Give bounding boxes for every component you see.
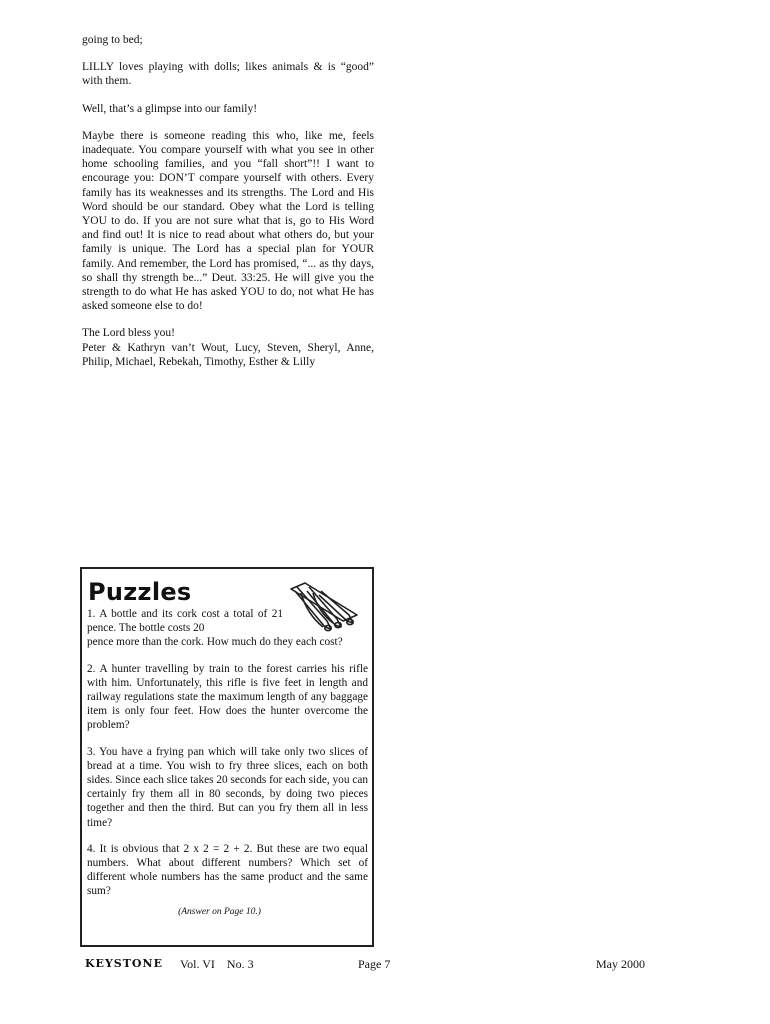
puzzle-question-2: 2. A hunter travelling by train to the forest carries his rifle with him. Unfortunately, this rifle is five feet in length and railway regulations state the maximum length of any baggage item is only four feet. How does the hunter overcome the problem? <box>87 662 368 732</box>
closing-line: The Lord bless you! <box>82 327 175 340</box>
footer-date: May 2000 <box>596 957 645 971</box>
puzzle-question-1-start: 1. A bottle and its cork cost a total of 21 pence. The bottle costs 20 <box>87 608 283 635</box>
puzzle-rings-icon <box>287 577 363 635</box>
puzzle-question-1-end: pence more than the cork. How much do they each cost? <box>87 636 343 649</box>
footer-volume: Vol. VI No. 3 <box>180 957 254 971</box>
footer-page-number: Page 7 <box>358 957 391 971</box>
article-paragraph: going to bed; <box>82 34 143 46</box>
article-paragraph: LILLY loves playing with dolls; likes animals & is “good” with them. <box>82 61 374 88</box>
article-paragraph: Well, that’s a glimpse into our family! <box>82 102 258 115</box>
puzzle-question-4: 4. It is obvious that 2 x 2 = 2 + 2. But these are two equal numbers. What about different numbers? Which set of different whole numbers has the same product and the same sum? <box>87 842 368 898</box>
footer-brand: KEYSTONE <box>85 957 163 970</box>
article-column <box>82 33 374 369</box>
page-footer <box>0 957 770 973</box>
article-paragraph: Maybe there is someone reading this who, like me, feels inadequate. You compare yourself with what you see in other home schooling families, and you “fall short”!! I want to encourage you: DON’T compare yourself with others. Every family has its weaknesses and its strengths. The Lord and His Word should be our standard. Obey what the Lord is telling YOU to do. If you are not sure what that is, go to His Word and find out! It is nice to read about what others do, but your family is unique. The Lord has a special plan for YOUR family. And remember, the Lord has promised, “... as thy days, so shall thy strength be...” Deut. 33:25. He will give you the strength to do what He has asked YOU to do, not what He has asked someone else to do! <box>82 129 374 313</box>
puzzles-title: Puzzles <box>88 578 192 606</box>
answer-note: (Answer on Page 10.) <box>178 906 261 917</box>
puzzles-box <box>80 567 374 947</box>
family-signature: Peter & Kathryn van’t Wout, Lucy, Steven, Sheryl, Anne, Philip, Michael, Rebekah, Timothy, Esther & Lilly <box>82 341 374 368</box>
puzzle-question-3: 3. You have a frying pan which will take only two slices of bread at a time. You wish to fry three slices, each on both sides. Since each slice takes 20 seconds for each side, you can certainly fry them all in 80 seconds, by doing two pieces together and then the third. But can you fry them all in less time? <box>87 745 368 829</box>
